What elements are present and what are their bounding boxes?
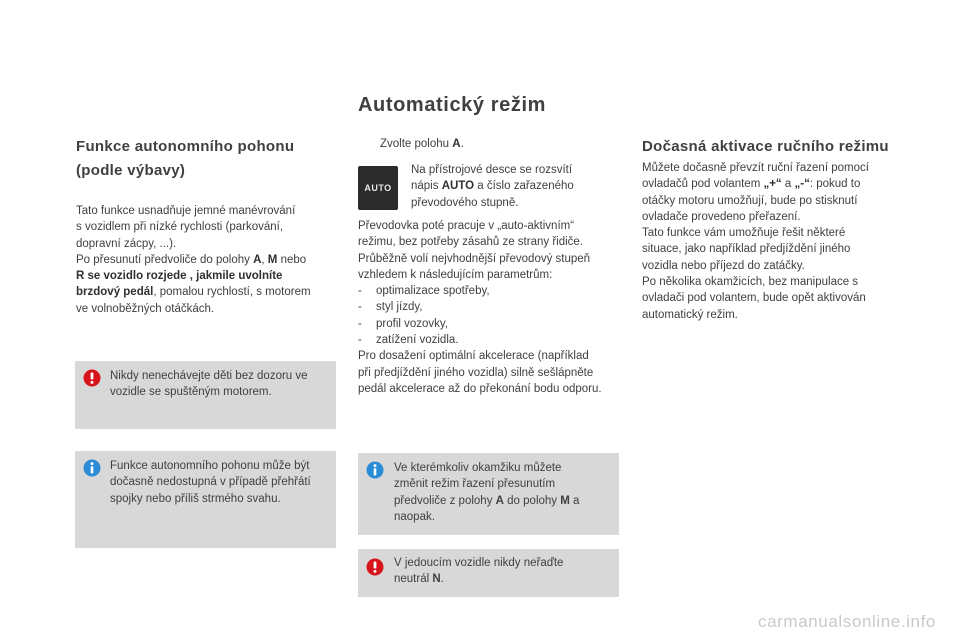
position-n: N: [432, 573, 441, 586]
list-item: [358, 316, 628, 332]
para-line: režimu, bez potřeby zásahů ze strany řidiče.: [358, 236, 583, 249]
info-line: Ve kterémkoliv okamžiku můžete: [394, 462, 562, 474]
info-line: spojky nebo příliš strmého svahu.: [110, 492, 281, 505]
right-line: otáčky motoru umožňují, bude po stisknutí: [642, 194, 858, 207]
left-p2-line: ve volnoběžných otáčkách.: [76, 302, 215, 315]
bullet-dash: -: [358, 285, 362, 298]
bold-run: AUTO: [441, 180, 475, 193]
text-run: a: [781, 178, 795, 191]
position-m: M: [560, 494, 570, 507]
auto-indicator-label: AUTO: [364, 183, 392, 193]
text-run: nebo: [277, 253, 307, 266]
para-line: Průběžně volí nejvhodnější převodový stupeň: [358, 252, 591, 265]
left-p2-line: [76, 252, 346, 268]
bullet-text: optimalizace spotřeby,: [376, 285, 490, 298]
dash-line: [411, 178, 611, 194]
left-p2-line: [76, 284, 346, 300]
left-body: [76, 203, 346, 317]
middle-body: [358, 218, 628, 397]
list-item: [358, 283, 628, 299]
warning-line: Nikdy nenechávejte děti bez dozoru ve: [110, 370, 308, 382]
list-item: [358, 332, 628, 348]
bullet-dash: -: [358, 334, 362, 347]
position-m: M: [267, 253, 278, 266]
list-item: [358, 299, 628, 315]
left-title-line1: Funkce autonomního pohonu: [76, 138, 295, 155]
bullet-text: styl jízdy,: [376, 301, 423, 314]
text-run: a: [569, 494, 580, 507]
right-line: Tato funkce vám umožňuje řešit některé: [642, 227, 846, 240]
bold-run: brzdový pedál: [76, 286, 154, 299]
right-line: situace, jako například předjíždění jiného: [642, 243, 851, 256]
position-a: A: [253, 253, 262, 266]
dash-line: Na přístrojové desce se rozsvítí: [411, 164, 573, 176]
para-line: Převodovka poté pracuje v „auto-aktivním“: [358, 220, 575, 232]
warning-note-neutral: [358, 549, 619, 597]
para-line: Pro dosažení optimální akcelerace (například: [358, 350, 589, 363]
watermark: carmanualsonline.info: [758, 612, 936, 631]
warning-text: [110, 368, 308, 401]
auto-indicator-icon: [358, 166, 398, 210]
text-run: neutrál: [394, 573, 433, 586]
bullet-dash: -: [358, 317, 362, 330]
info-line: naopak.: [394, 510, 435, 523]
warning-line: V jedoucím vozidle nikdy neřaďte: [394, 557, 564, 569]
bullet-dash: -: [358, 301, 362, 314]
text-run: ovladačů pod volantem: [642, 178, 764, 191]
text-run: .: [460, 138, 464, 150]
position-a: A: [452, 138, 461, 150]
info-note-mode-change: [358, 453, 619, 535]
info-text: [110, 458, 311, 507]
info-text: [394, 460, 579, 525]
right-line: Můžete dočasně převzít ruční řazení pomocí: [642, 162, 869, 174]
left-p2-bold-line: [76, 268, 346, 284]
text-run: Po přesunutí předvoliče do polohy: [76, 253, 254, 266]
info-note-autonomous: [75, 451, 336, 548]
text-run: , pomalou rychlostí, s motorem: [153, 286, 311, 299]
warning-line: [394, 571, 563, 587]
text-run: Zvolte polohu: [380, 138, 453, 150]
text-run: a číslo zařazeného: [474, 180, 574, 193]
bullet-text: zatížení vozidla.: [376, 334, 459, 347]
left-title-line2: (podle výbavy): [76, 162, 186, 179]
warning-note-children: [75, 361, 336, 429]
left-p1-line: Tato funkce usnadňuje jemné manévrování: [76, 205, 296, 217]
text-run: do polohy: [503, 494, 561, 507]
text-run: předvoliče z polohy: [394, 494, 496, 507]
step-select-a: [358, 136, 464, 152]
text-run: : pokud to: [809, 178, 861, 191]
text-run: .: [440, 573, 444, 586]
page-title: Automatický režim: [358, 94, 547, 116]
warning-line: vozidle se spuštěným motorem.: [110, 386, 272, 399]
text-run: ,: [261, 253, 268, 266]
bullet-text: profil vozovky,: [376, 317, 449, 330]
para-line: vzhledem k následujícím parametrům:: [358, 268, 553, 281]
para-line: při předjíždění jiného vozidla) silně sešlápněte: [358, 366, 594, 379]
warning-icon: [83, 369, 101, 387]
right-section-title: Dočasná aktivace ručního režimu: [642, 138, 889, 155]
text-run: nápis: [411, 180, 442, 193]
info-icon: [83, 459, 101, 477]
minus-paddle: „-“: [794, 178, 810, 191]
right-line: ovladače provedeno přeřazení.: [642, 210, 801, 223]
right-line: ovladači pod volantem, bude opět aktivován: [642, 292, 866, 305]
warning-text: [394, 555, 563, 588]
left-p1-line: s vozidlem při nízké rychlosti (parkování,: [76, 221, 284, 234]
left-p1-line: dopravní zácpy, ...).: [76, 237, 177, 250]
info-line: [394, 493, 579, 509]
warning-icon: [366, 558, 384, 576]
info-icon: [366, 461, 384, 479]
left-section-title: [76, 136, 294, 182]
info-line: změnit režim řazení přesunutím: [394, 478, 556, 491]
right-body: [642, 160, 922, 323]
bold-run: R se vozidlo rozjede , jakmile uvolníte: [76, 270, 283, 283]
right-line: [642, 176, 922, 192]
right-line: automatický režim.: [642, 308, 738, 321]
info-line: dočasně nedostupná v případě přehřátí: [110, 476, 311, 489]
position-a: A: [495, 494, 504, 507]
info-line: Funkce autonomního pohonu může být: [110, 460, 310, 472]
dash-line: převodového stupně.: [411, 196, 519, 209]
right-line: Po několika okamžicích, bez manipulace s: [642, 276, 859, 289]
dashboard-description: [411, 162, 611, 211]
right-line: vozidla nebo příjezd do zatáčky.: [642, 259, 805, 272]
plus-paddle: „+“: [763, 178, 782, 191]
para-line: pedál akcelerace až do překonání bodu odporu.: [358, 382, 602, 395]
